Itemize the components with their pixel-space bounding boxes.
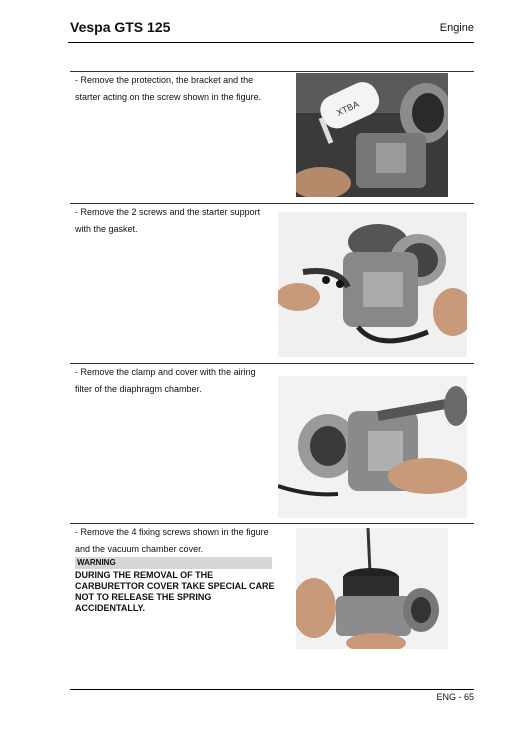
step-3-text: - Remove the clamp and cover with the airing filter of the diaphragm chamber. (75, 367, 256, 394)
step-3-photo (278, 376, 467, 518)
header-rule (68, 42, 474, 43)
warning-text: DURING THE REMOVAL OF THE CARBURETTOR COVER TAKE SPECIAL CARE NOT TO RELEASE THE SPRING ACCIDENTALLY. (75, 570, 275, 613)
starter-label: XTBA (334, 98, 361, 118)
page-header-section: Engine (439, 22, 474, 34)
warning-label: WARNING (75, 557, 272, 569)
page-header-title: Vespa GTS 125 (70, 19, 171, 35)
step-4-text: - Remove the 4 fixing screws shown in the figure and the vacuum chamber cover. (75, 527, 269, 554)
step-4-photo (296, 528, 448, 649)
step-2-text: - Remove the 2 screws and the starter support with the gasket. (75, 207, 261, 234)
step-1-photo (296, 73, 448, 197)
page-number: ENG - 65 (436, 692, 474, 702)
step-1-text: - Remove the protection, the bracket and the starter acting on the screw shown in the figure. (75, 75, 262, 102)
footer-rule (70, 689, 474, 690)
step-2-photo (278, 212, 467, 357)
